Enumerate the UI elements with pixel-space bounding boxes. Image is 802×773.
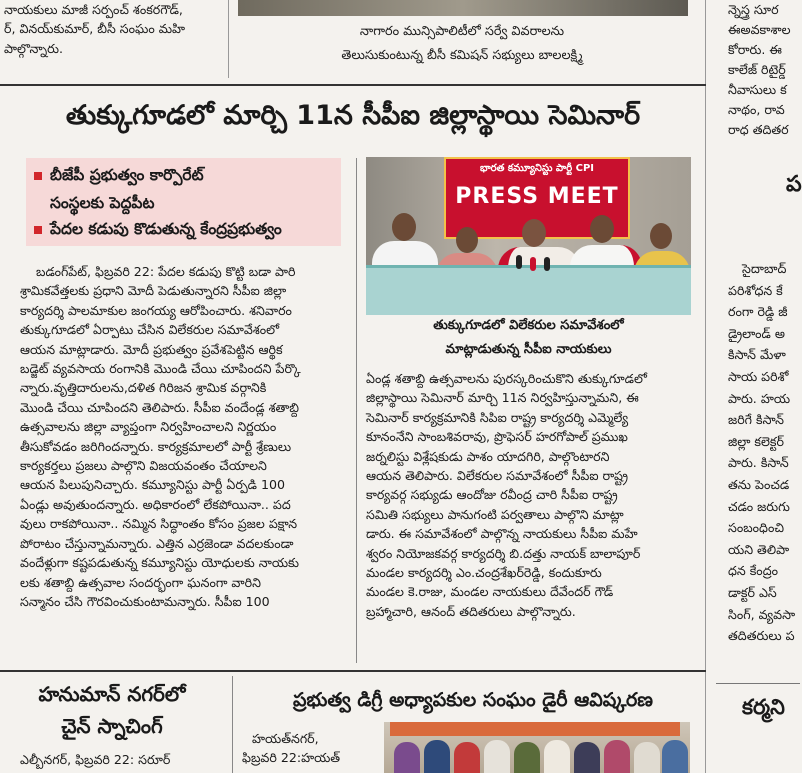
subhead-1: బీజేపీ ప్రభుత్వం కార్పొరేట్ xyxy=(50,166,204,184)
body-line: తుక్కుగూడలో ఏర్పాటు చేసిన విలేకరుల సమావేశంలో xyxy=(20,322,280,338)
text-line: చడం జరుగు xyxy=(728,498,790,514)
caption-line: తెలుసుకుంటున్న బీసీ కమిషన్ సభ్యులు బాలలక్ష్మి xyxy=(341,48,583,63)
text-line: సైదాబాద్ xyxy=(742,261,787,276)
body-line: కార్యదర్శి పాలమాకుల జంగయ్య ఆరోపించారు. శనివారం xyxy=(20,302,292,318)
microphone-icon xyxy=(516,255,522,269)
body-line: ఉత్సవాలను జిల్లా వ్యాప్తంగా నిర్వహించాలని నిర్ణయం xyxy=(20,419,277,435)
body-line: డారు. ఈ సమావేశంలో పాల్గొన్న నాయకులు సీపీఐ మహే xyxy=(366,526,638,542)
right-headline-fragment: ప xyxy=(786,172,802,197)
text-line: జిల్లా కలెక్టర్ xyxy=(728,433,784,449)
body-line: పోరాటం చేస్తున్నామన్నారు. ఎత్తిన ఎర్రజెండా వదలకుండా xyxy=(20,535,294,551)
body-line: జర్నలిస్టు విశ్లేషకుడు పాశం యాదగిరి, పాల్గొంటారని xyxy=(366,448,610,464)
text-line: కిసాన్ మేళా xyxy=(728,347,786,363)
body-line: సమితి సభ్యులు పానుగంటి పర్వతాలు పాల్గొని మాట్లా xyxy=(366,506,624,522)
banner-top-text: భారత కమ్యూనిస్టు పార్టీ CPI xyxy=(479,163,595,174)
bottom-mid-body xyxy=(242,729,378,768)
text-line: డాక్టర్ ఎస్ xyxy=(728,584,777,600)
text-line: ర్, వినయ్‌కుమార్, బీసీ సంఘం మహి xyxy=(4,21,186,37)
text-line: నాథం, రావ xyxy=(728,102,785,117)
person xyxy=(424,740,450,773)
right-body-column xyxy=(366,369,694,621)
text-line: నీవాసులు క xyxy=(728,82,787,97)
text-line: పారు. హయ xyxy=(728,390,791,406)
body-line: వందేళ్లుగా కష్టపడుతున్న కమ్యూనిస్టు యోధులకు నాయకు xyxy=(20,555,299,571)
body-line: హయత్‌నగర్, xyxy=(252,731,319,746)
person xyxy=(484,740,510,773)
text-line: కాలేజ్ రిటైర్డ్ xyxy=(728,62,786,77)
top-photo xyxy=(238,0,688,16)
text-line: సాయ పరిశో xyxy=(728,368,789,384)
right-column xyxy=(728,0,800,140)
body-line: సెమినార్ కార్యక్రమానికి సిపిఐ రాష్ట్ర కార్యదర్శి ఎమ్మెల్యే xyxy=(366,409,629,425)
body-line: లకు శతాబ్ది ఉత్సవాల సందర్భంగా ఘనంగా వారిని xyxy=(20,574,261,590)
text-line: తదితరులు ప xyxy=(728,628,795,644)
person xyxy=(544,740,570,773)
article-top-rule xyxy=(0,84,706,86)
bottom-mid-headline: ప్రభుత్వ డిగ్రీ అధ్యాపకుల సంఘం డైరీ ఆవిష్కరణ xyxy=(293,689,653,711)
subheads-box xyxy=(26,158,341,246)
subhead-2: పేదల కడుపు కొడుతున్న కేంద్రప్రభుత్వం xyxy=(50,220,282,238)
press-meet-photo xyxy=(366,157,691,312)
top-left-snippet xyxy=(0,0,218,58)
body-line: బడంగ్‌పేట్, ఫిబ్రవరి 22: పేదల కడుపు కొట్టి బడా పారి xyxy=(36,264,296,279)
body-line: మండల కార్యదర్శి ఎం.చంద్రశేఖర్‌రెడ్డి, కందుకూరు xyxy=(366,565,602,581)
body-line: ఏండ్ల శతాబ్ది ఉత్సవాలను పురస్కరించుకొని తుక్కుగూడలో xyxy=(366,371,647,386)
text-line: కోరారు. ఈ xyxy=(728,42,782,57)
subhead-1-cont: సంస్థలకు పెద్దపీట xyxy=(50,194,155,212)
body-line: కూనంనేని సాంబశివరావు, ప్రొఫెసర్ హరగోపాల్ ప్రముఖ xyxy=(366,429,628,445)
text-line: రంగా రెడ్డి జీ xyxy=(728,304,788,320)
text-line: ఈఅవకాశాల xyxy=(728,22,791,37)
body-line: ఆయన తెలిపారు. విలేకరుల సమావేశంలో సీపీఐ రాష్ట్ర xyxy=(366,468,629,484)
microphone-icon xyxy=(544,257,550,271)
body-line: న్నారు.వృత్తిదారులను,దళిత గిరిజన శ్రామిక వర్గానికి xyxy=(20,380,267,396)
subhead-bullet xyxy=(34,172,42,180)
microphone-icon xyxy=(530,257,536,271)
bottom-left-headline xyxy=(0,678,224,742)
body-line: జిల్లాస్థాయి సెమినార్ మార్చి 11న నిర్వహిస్తున్నామని, ఈ xyxy=(366,390,639,406)
right-bottom-headline: కర్మని xyxy=(742,695,785,719)
column-divider xyxy=(356,158,357,663)
press-table xyxy=(366,265,691,315)
body-line: శ్వరం నియోజకవర్గ కార్యదర్శి బి.దత్తు నాయక్ బాలాపూర్ xyxy=(366,545,641,561)
person xyxy=(574,742,600,773)
text-line: యని తెలిపా xyxy=(728,541,790,557)
person xyxy=(662,740,688,773)
body-line: బ్రహ్మాచారి, ఆనంద్ తదితరులు పాల్గొన్నారు. xyxy=(366,603,576,619)
person xyxy=(634,742,660,773)
body-line: వులు రాకపోయినా.. నమ్మిన సిద్ధాంతం కోసం ప్రజల పక్షాన xyxy=(20,516,298,532)
text-line: డ్రైలాండ్ అ xyxy=(728,325,785,341)
column-divider xyxy=(232,676,233,773)
article-headline: తుక్కుగూడలో మార్చి 11న సీపీఐ జిల్లాస్థాయి సెమినార్ xyxy=(65,100,641,131)
bottom-left-body: ఎల్బీనగర్, ఫిబ్రవరి 22: సరూర్ xyxy=(20,752,171,767)
person xyxy=(394,742,420,773)
person xyxy=(604,740,630,773)
banner-title: PRESS MEET xyxy=(455,184,619,209)
text-line: నాయకులు మాజీ సర్పంచ్ శంకరగౌడ్, xyxy=(4,2,183,17)
body-line: ఏండ్లు అవుతుందన్నారు. అధికారంలో లేకపోయినా.. పద xyxy=(20,496,291,512)
bottom-group-photo xyxy=(384,722,690,773)
body-line: ఆయన మాట్లాడారు. మోదీ ప్రభుత్వం ప్రవేశపెట్టిన ఆర్థిక xyxy=(20,341,283,357)
body-line: బడ్జెట్ వ్యవసాయ రంగానికి మొండి చేయి చూపిందని పేర్కొ xyxy=(20,361,301,377)
photo-banner xyxy=(390,722,680,736)
right-bottom-rule xyxy=(716,683,800,684)
headline-line: చైన్ స్నాచింగ్ xyxy=(61,714,163,738)
top-photo-caption xyxy=(232,20,692,68)
body-line: సన్మానం చేసి గౌరవించుకుంటామన్నారు. సీపీఐ 100 xyxy=(20,593,270,609)
text-line: రాధ తదితర xyxy=(728,122,789,137)
text-line: సంబంధించి xyxy=(728,520,784,536)
text-line: న్నెస్త్ర సూర xyxy=(728,2,779,17)
caption-line: తుక్కుగూడలో విలేకరుల సమావేశంలో xyxy=(433,318,624,333)
caption-line: మాట్లాడుతున్న సీపీఐ నాయకులు xyxy=(445,342,612,357)
bottom-section-rule xyxy=(0,670,706,672)
person xyxy=(454,742,480,773)
text-line: ధన కేంద్రం xyxy=(728,563,778,579)
body-line: కార్యకర్తలు ప్రజలు పాల్గొని విజయవంతం చేయాలని xyxy=(20,458,267,474)
body-line: శ్రామికవేత్తలకు ప్రధాని మోదీ పెడుతున్నారని సీపీఐ జిల్లా xyxy=(20,283,287,299)
body-line: ఆయన పిలుపునిచ్చారు. కమ్యూనిస్టు పార్టీ ఏర్పడి 100 xyxy=(20,477,286,493)
body-line: మొండి చేయి చూపిందని తెలిపారు. సీపీఐ వందేండ్ల శతాబ్ది xyxy=(20,399,299,415)
text-line: పరిశోధన కే xyxy=(728,282,783,298)
text-line: తను పెంచడ xyxy=(728,476,790,492)
body-line: కార్యవర్గ సభ్యుడు ఆందోజు రవీంద్ర చారి సీపీఐ రాష్ట్ర xyxy=(366,487,618,503)
column-divider xyxy=(228,0,229,78)
text-line: జరిగే కిసాన్ xyxy=(728,412,784,428)
body-line: ఫిబ్రవరి 22:హయత్ xyxy=(242,750,341,766)
caption-line: నాగారం మున్సిపాలిటీలో సర్వే వివరాలను xyxy=(359,24,565,39)
text-line: పాల్గొన్నారు. xyxy=(4,40,63,56)
headline-line: హనుమాన్ నగర్‌లో xyxy=(38,682,186,706)
photo-caption xyxy=(366,314,691,362)
text-line: పారు. కిసాన్ xyxy=(728,455,789,471)
body-line: మండల కె.రాజు, మండల నాయకులు దేవేందర్ గౌడ్ xyxy=(366,584,614,600)
person xyxy=(514,742,540,773)
text-line: సింగ్, వ్యవసా xyxy=(728,606,796,622)
body-line: తీసుకోవడం జరిగిందన్నారు. కార్యక్రమాలలో పార్టీ శ్రేణులు xyxy=(20,438,292,454)
right-column-body xyxy=(728,258,800,647)
subhead-bullet xyxy=(34,226,42,234)
left-body-column xyxy=(20,262,346,611)
